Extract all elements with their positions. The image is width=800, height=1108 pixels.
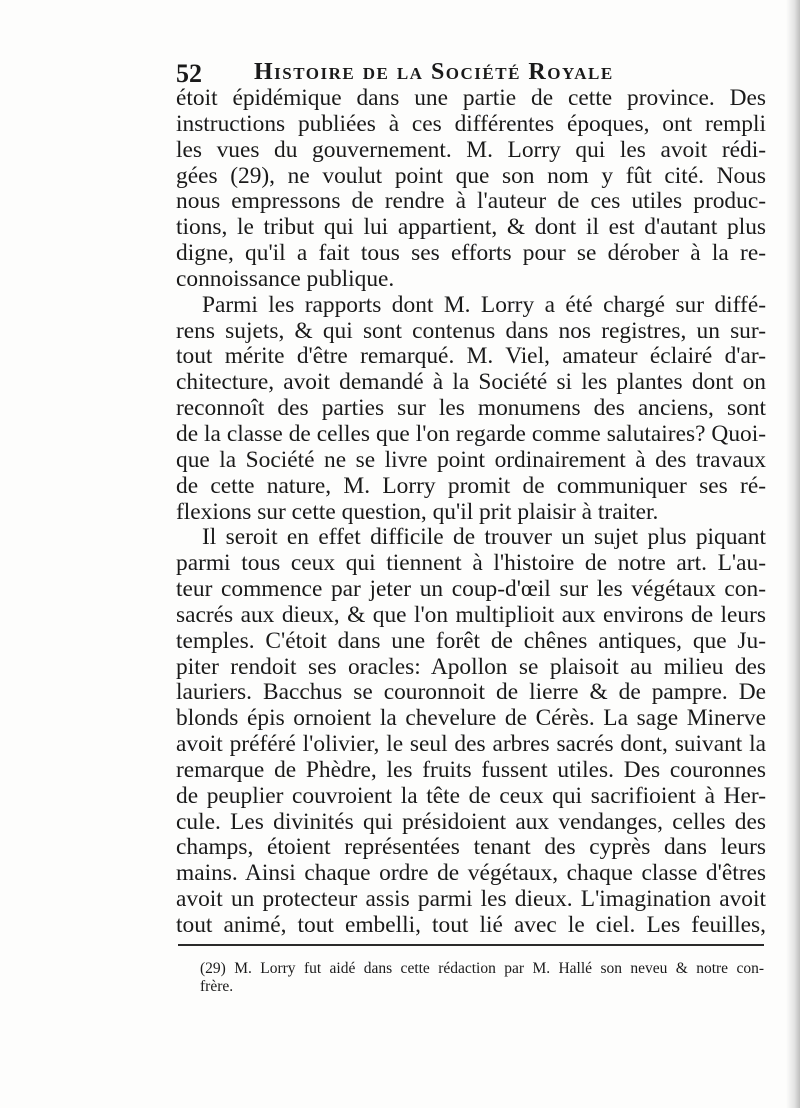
text-line: remarque de Phèdre, les fruits fussent utiles. Des couronnes (176, 756, 766, 783)
text-line: teur commence par jeter un coup-d'œil sur les végétaux con- (176, 576, 766, 603)
text-line: instructions publiées à ces différentes époques, ont rempli (176, 110, 766, 137)
text-line: tout mérite d'être remarqué. M. Viel, amateur éclairé d'ar- (176, 343, 766, 370)
footnote-line: (29) M. Lorry fut aidé dans cette rédaction par M. Hallé son neveu & notre con- (200, 960, 764, 977)
text-line: étoit épidémique dans une partie de cette province. Des (176, 85, 766, 111)
text-line: connoissance publique. (176, 265, 395, 292)
text-line: blonds épis ornoient la chevelure de Cérès. La sage Minerve (176, 705, 766, 732)
text-line: de peuplier couvroient la tête de ceux qui sacrifioient à Her- (176, 782, 766, 809)
text-line: reconnoît des parties sur les monumens des anciens, sont (176, 395, 766, 422)
text-line: mains. Ainsi chaque ordre de végétaux, chaque classe d'êtres (176, 860, 766, 887)
text-line: digne, qu'il a fait tous ses efforts pour se dérober à la re- (176, 240, 766, 267)
text-line: gées (29), ne voulut point que son nom y fût cité. Nous (176, 162, 766, 189)
running-title: Histoire de la Société Royale (254, 59, 614, 85)
page-edge-shadow (786, 0, 800, 1108)
text-line: sacrés aux dieux, & que l'on multiplioit aux environs de leurs (176, 601, 766, 628)
text-line: tout animé, tout embelli, tout lié avec le ciel. Les feuilles, (176, 912, 766, 938)
text-line: champs, étoient représentées tenant des cyprès dans leurs (176, 834, 766, 861)
footnote (200, 960, 764, 996)
text-line: Il seroit en effet difficile de trouver un sujet plus piquant (202, 524, 766, 551)
text-line: Parmi les rapports dont M. Lorry a été chargé sur diffé- (202, 291, 766, 318)
text-line: lauriers. Bacchus se couronnoit de lierre & de pampre. De (176, 679, 766, 706)
text-line: les vues du gouvernement. M. Lorry qui les avoit rédi- (176, 136, 766, 163)
text-line: flexions sur cette question, qu'il prit plaisir à traiter. (176, 498, 659, 525)
text-line: piter rendoit ses oracles: Apollon se plaisoit au milieu des (176, 653, 766, 680)
page-number: 52 (176, 59, 202, 88)
body-text (176, 86, 766, 939)
footnote-line: frère. (200, 978, 234, 995)
footnote-divider (178, 944, 764, 946)
text-line: avoit préféré l'olivier, le seul des arbres sacrés dont, suivant la (176, 731, 766, 758)
text-line: chitecture, avoit demandé à la Société si les plantes dont on (176, 369, 766, 396)
text-line: de la classe de celles que l'on regarde comme salutaires? Quoi- (176, 420, 766, 447)
text-line: temples. C'étoit dans une forêt de chênes antiques, que Ju- (176, 627, 766, 654)
text-line: avoit un protecteur assis parmi les dieux. L'imagination avoit (176, 886, 766, 913)
text-line: parmi tous ceux qui tiennent à l'histoire de notre art. L'au- (176, 550, 766, 577)
text-line: de cette nature, M. Lorry promit de communiquer ses ré- (176, 472, 766, 499)
text-line: tions, le tribut qui lui appartient, & dont il est d'autant plus (176, 214, 766, 241)
text-line: que la Société ne se livre point ordinairement à des travaux (176, 446, 766, 473)
text-line: cule. Les divinités qui présidoient aux vendanges, celles des (176, 808, 766, 835)
text-line: rens sujets, & qui sont contenus dans nos registres, un sur- (176, 317, 766, 344)
text-line: nous empressons de rendre à l'auteur de ces utiles produc- (176, 188, 766, 215)
